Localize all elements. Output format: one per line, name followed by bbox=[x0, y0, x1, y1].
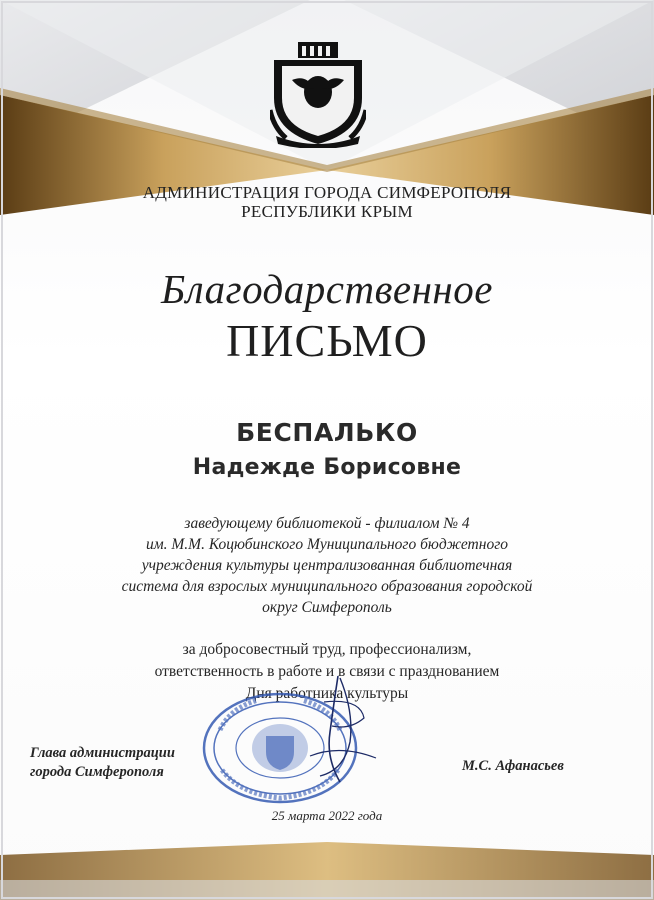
position-line: система для взрослых муниципального образования городской bbox=[121, 578, 533, 595]
signatory-name: М.С. Афанасьев bbox=[462, 758, 564, 774]
position-line: заведующему библиотекой - филиалом № 4 bbox=[184, 515, 470, 532]
signatory-title-line-2: города Симферополя bbox=[30, 764, 164, 780]
reason-line: ответственность в работе и в связи с празднованием bbox=[154, 663, 500, 680]
position-line: округ Симферополь bbox=[262, 599, 392, 616]
recipient-given-names: Надежде Борисовне bbox=[192, 455, 462, 480]
issue-date: 25 марта 2022 года bbox=[271, 808, 383, 823]
handwritten-signature-icon bbox=[280, 672, 390, 792]
position-line: им. М.М. Коцюбинского Муниципального бюджетного bbox=[145, 536, 508, 553]
reason-line: за добросовестный труд, профессионализм, bbox=[182, 641, 472, 658]
position-line: учреждения культуры централизованная библиотечная bbox=[141, 557, 513, 574]
admin-line-2: РЕСПУБЛИКИ КРЫМ bbox=[241, 202, 413, 221]
reason-line: Дня работника культуры bbox=[245, 685, 409, 702]
coat-of-arms-icon bbox=[270, 40, 366, 148]
recipient-surname: БЕСПАЛЬКО bbox=[236, 418, 418, 447]
title-main: ПИСЬМО bbox=[226, 315, 428, 366]
admin-line-1: АДМИНИСТРАЦИЯ ГОРОДА СИМФЕРОПОЛЯ bbox=[142, 183, 512, 202]
signatory-title-line-1: Глава администрации bbox=[30, 745, 175, 761]
title-script: Благодарственное bbox=[161, 266, 493, 312]
